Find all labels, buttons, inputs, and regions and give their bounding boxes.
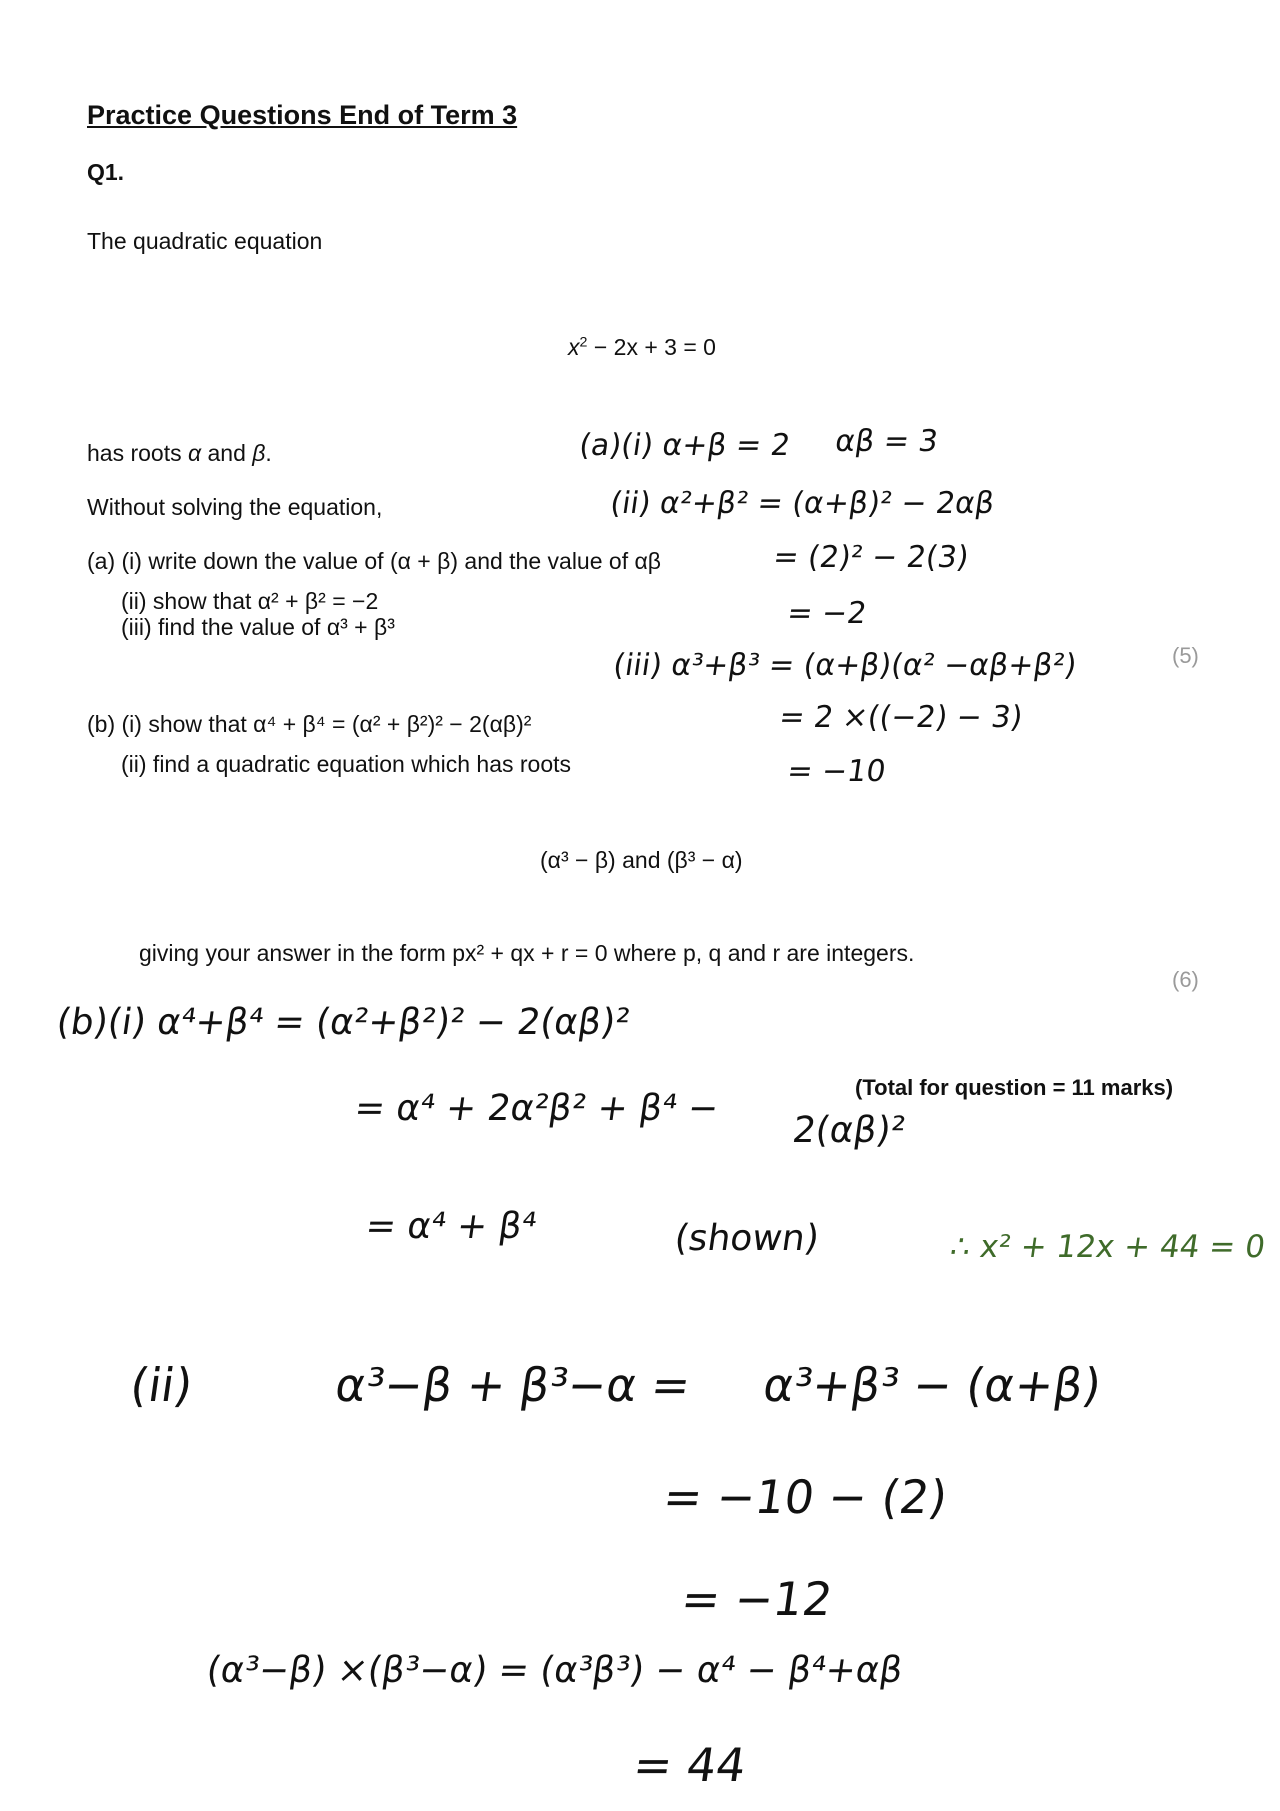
page-title: Practice Questions End of Term 3 — [87, 100, 518, 130]
hw-b-i-step1-tail: 2(αβ)² — [790, 1110, 908, 1151]
equation-rest: − 2x + 3 = 0 — [587, 334, 716, 360]
part-b-ii: (ii) find a quadratic equation which has roots — [121, 751, 572, 777]
hw-a-iii-step2: = −10 — [785, 754, 888, 789]
hw-b-ii-sum-step1: = −10 − (2) — [660, 1470, 951, 1524]
equation-x: x — [568, 334, 580, 360]
hw-a-ii-step2: = −2 — [785, 596, 869, 631]
question-number: Q1. — [87, 159, 125, 185]
marks-part-a: (5) — [1172, 643, 1199, 668]
hw-a-ii-step1: = (2)² − 2(3) — [771, 540, 971, 575]
part-a-iii: (iii) find the value of α³ + β³ — [121, 614, 395, 640]
hw-a-ii: (ii) α²+β² = (α+β)² − 2αβ — [608, 486, 997, 521]
roots-line — [87, 440, 272, 467]
part-a-i: (a) (i) write down the value of (α + β) and the value of αβ — [87, 548, 662, 574]
roots-mid: and — [201, 440, 253, 466]
hw-b-i-shown: (shown) — [672, 1218, 822, 1259]
marks-part-b: (6) — [1172, 967, 1199, 992]
hw-b-ii-label: (ii) — [127, 1358, 197, 1412]
hw-final-answer: ∴ x² + 12x + 44 = 0 — [948, 1229, 1268, 1265]
hw-b-ii-product-result: = 44 — [630, 1738, 750, 1792]
hw-a-iii: (iii) α³+β³ = (α+β)(α² −αβ+β²) — [611, 648, 1079, 683]
roots-expression: (α³ − β) and (β³ − α) — [540, 847, 743, 873]
hw-a-iii-step1: = 2 ×((−2) − 3) — [777, 700, 1025, 735]
roots-pre: has roots — [87, 440, 188, 466]
hw-b-i: (b)(i) α⁴+β⁴ = (α²+β²)² − 2(αβ)² — [54, 1002, 633, 1043]
without-solving-text: Without solving the equation, — [87, 494, 383, 520]
beta-symbol: β — [252, 440, 266, 466]
hw-a-i-product: αβ = 3 — [833, 424, 941, 459]
intro-text: The quadratic equation — [87, 228, 323, 254]
hw-b-i-step1: = α⁴ + 2α²β² + β⁴ − — [352, 1088, 722, 1129]
hw-a-i: (a)(i) α+β = 2 — [577, 428, 793, 463]
total-marks: (Total for question = 11 marks) — [855, 1075, 1174, 1100]
alpha-symbol: α — [188, 440, 202, 466]
hw-b-ii-sum: α³−β + β³−α = — [332, 1358, 694, 1412]
roots-end: . — [265, 440, 272, 466]
hw-b-ii-sum-step2: = −12 — [678, 1572, 836, 1626]
hw-b-i-step2: = α⁴ + β⁴ — [363, 1206, 539, 1247]
quadratic-equation: $x^2 - 2x + 3 = 0$ — [568, 334, 716, 360]
part-a-ii: (ii) show that α² + β² = −2 — [121, 588, 379, 614]
giving-answer-text: giving your answer in the form px² + qx + r = 0 where p, q and r are integers. — [139, 940, 915, 966]
part-b-i: (b) (i) show that α⁴ + β⁴ = (α² + β²)² − 2(αβ)² — [87, 711, 532, 737]
hw-b-ii-product: (α³−β) ×(β³−α) = (α³β³) − α⁴ − β⁴+αβ — [204, 1650, 906, 1691]
hw-b-ii-sum-rhs: α³+β³ − (α+β) — [760, 1358, 1105, 1412]
